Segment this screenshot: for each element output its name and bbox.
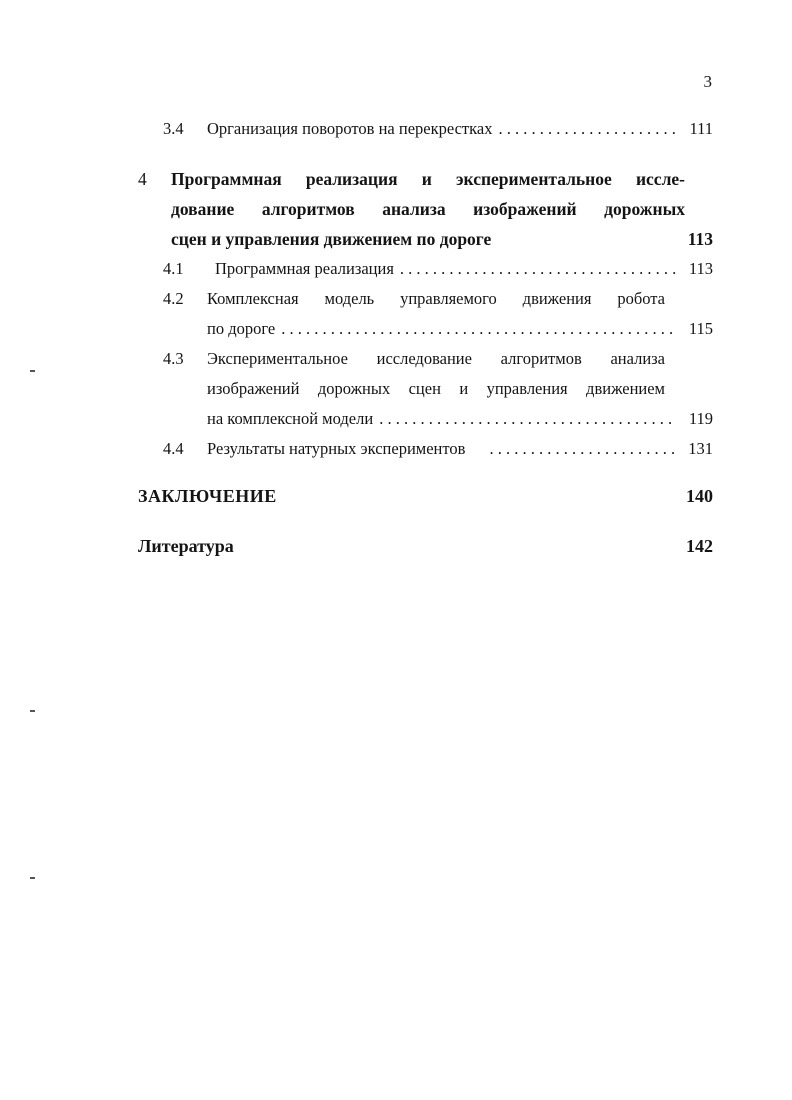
toc-entry-title-line-2: изображений дорожных сцен и управления движением <box>207 379 665 398</box>
scan-speck <box>30 370 35 372</box>
toc-entry-page: 115 <box>688 319 713 338</box>
toc-entry-number: 4.2 <box>163 289 184 308</box>
toc-entry-number: 3.4 <box>163 119 184 138</box>
toc-chapter-title-line-3: сцен и управления движением по дороге <box>171 229 492 249</box>
toc-chapter-title-line-2: дование алгоритмов анализа изображений дорожных <box>171 199 685 219</box>
toc-entry-title: Литература <box>138 536 234 556</box>
toc-chapter-4[interactable] <box>138 168 713 190</box>
toc-entry-4-4[interactable] <box>163 438 713 460</box>
scan-speck <box>30 710 35 712</box>
toc-entry-3-4[interactable] <box>163 118 713 140</box>
toc-chapter-page: 113 <box>687 229 713 249</box>
toc-entry-number: 4.1 <box>163 259 184 278</box>
toc-entry-title: Организация поворотов на перекрестках <box>207 119 493 138</box>
toc-chapter-4-continued <box>171 198 685 220</box>
toc-chapter-number: 4 <box>138 169 147 189</box>
toc-entry-number: 4.3 <box>163 349 184 368</box>
toc-entry-page: 113 <box>688 259 713 278</box>
toc-entry-conclusion[interactable] <box>138 485 713 507</box>
page-number: 3 <box>703 72 712 91</box>
toc-entry-page: 142 <box>686 536 713 556</box>
toc-leader-dots <box>498 118 677 140</box>
toc-entry-4-2[interactable] <box>163 288 713 310</box>
toc-chapter-4-last-line <box>171 228 713 250</box>
toc-entry-number: 4.4 <box>163 439 184 458</box>
toc-entry-title-line-2: по дороге <box>207 319 276 338</box>
toc-entry-title-line-1: Экспериментальное исследование алгоритмов анализа <box>207 349 665 368</box>
toc-entry-4-2-continued <box>207 318 713 340</box>
toc-chapter-title-line-1: Программная реализация и экспериментальное иссле- <box>171 169 685 189</box>
toc-leader-dots <box>281 318 677 340</box>
toc-entry-title: Результаты натурных экспериментов <box>207 439 466 458</box>
scan-speck <box>30 877 35 879</box>
toc-entry-page: 131 <box>688 439 713 458</box>
toc-entry-title-line-3: на комплексной модели <box>207 409 374 428</box>
toc-entry-4-3-continued <box>207 378 713 400</box>
toc-entry-4-1[interactable] <box>163 258 713 280</box>
toc-leader-dots <box>400 258 677 280</box>
toc-entry-page: 119 <box>688 409 713 428</box>
toc-entry-title-line-1: Комплексная модель управляемого движения робота <box>207 289 665 308</box>
toc-entry-literature[interactable] <box>138 535 713 557</box>
toc-leader-dots <box>379 408 677 430</box>
toc-leader-dots <box>489 438 677 460</box>
toc-entry-4-3-last-line <box>207 408 713 430</box>
toc-entry-page: 111 <box>689 119 713 138</box>
toc-entry-title: ЗАКЛЮЧЕНИЕ <box>138 486 277 506</box>
toc-entry-4-3[interactable] <box>163 348 713 370</box>
toc-entry-title: Программная реализация <box>215 259 394 278</box>
toc-entry-page: 140 <box>686 486 713 506</box>
